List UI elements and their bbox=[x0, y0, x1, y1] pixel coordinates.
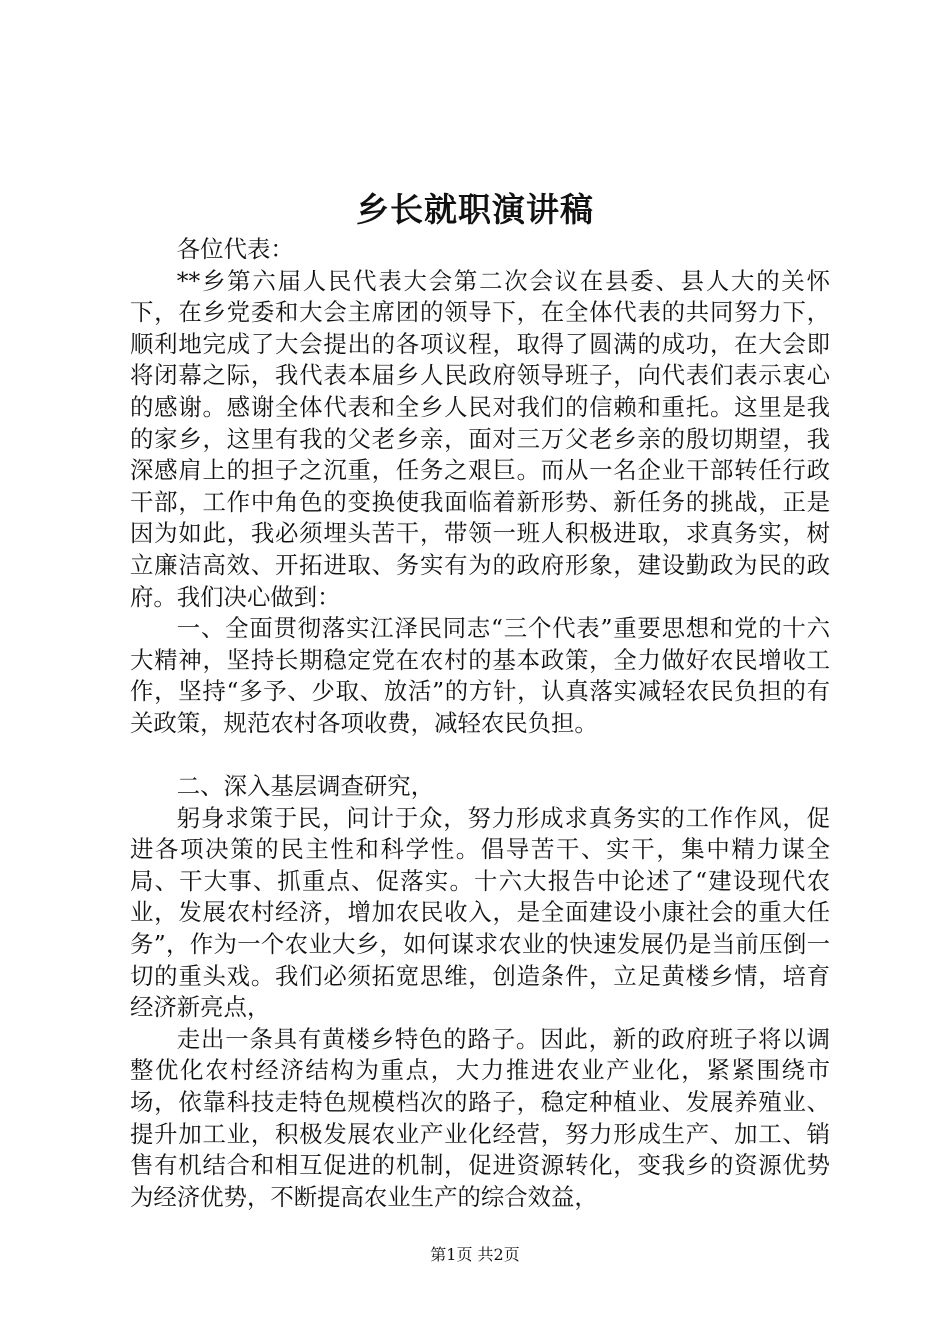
page-footer: 第1页 共2页 bbox=[430, 1245, 520, 1264]
paragraph-point-two-continued: 走出一条具有黄楼乡特色的路子。因此，新的政府班子将以调整优化农村经济结构为重点，大力推进农业产业化，紧紧围绕市场，依靠科技走特色规模档次的路子，稳定种植业、发展养殖业、提升加工业，积极发展农业产业化经营，努力形成生产、加工、销售有机结合和相互促进的机制，促进资源转化，变我乡的资源优势为经济优势，不断提高农业生产的综合效益， bbox=[130, 1024, 830, 1211]
document-title: 乡长就职演讲稿 bbox=[356, 190, 594, 229]
paragraph-point-two-heading: 二、深入基层调查研究， bbox=[176, 772, 435, 801]
paragraph-point-two-body: 躬身求策于民，问计于众，努力形成求真务实的工作作风，促进各项决策的民主性和科学性。倡导苦干、实干，集中精力谋全局、干大事、抓重点、促落实。十六大报告中论述了“建设现代农业，发展农村经济，增加农民收入，是全面建设小康社会的重大任务”，作为一个农业大乡，如何谋求农业的快速发展仍是当前压倒一切的重头戏。我们必须拓宽思维，创造条件，立足黄楼乡情，培育经济新亮点， bbox=[130, 803, 830, 1022]
salutation: 各位代表： bbox=[176, 235, 294, 263]
paragraph-opening: **乡第六届人民代表大会第二次会议在县委、县人大的关怀下，在乡党委和大会主席团的领导下，在全体代表的共同努力下，顺利地完成了大会提出的各项议程，取得了圆满的成功，在大会即将闭幕之际，我代表本届乡人民政府领导班子，向代表们表示衷心的感谢。感谢全体代表和全乡人民对我们的信赖和重托。这里是我的家乡，这里有我的父老乡亲，面对三万父老乡亲的殷切期望，我深感肩上的担子之沉重，任务之艰巨。而从一名企业干部转任行政干部，工作中角色的变换使我面临着新形势、新任务的挑战，正是因为如此，我必须埋头苦干，带领一班人积极进取，求真务实，树立廉洁高效、开拓进取、务实有为的政府形象，建设勤政为民的政府。我们决心做到： bbox=[130, 266, 830, 611]
document-body bbox=[130, 234, 830, 1213]
paragraph-point-one: 一、全面贯彻落实江泽民同志“三个代表”重要思想和党的十六大精神，坚持长期稳定党在农村的基本政策，全力做好农民增收工作，坚持“多予、少取、放活”的方针，认真落实减轻农民负担的有关政策，规范农村各项收费，减轻农民负担。 bbox=[130, 614, 830, 737]
